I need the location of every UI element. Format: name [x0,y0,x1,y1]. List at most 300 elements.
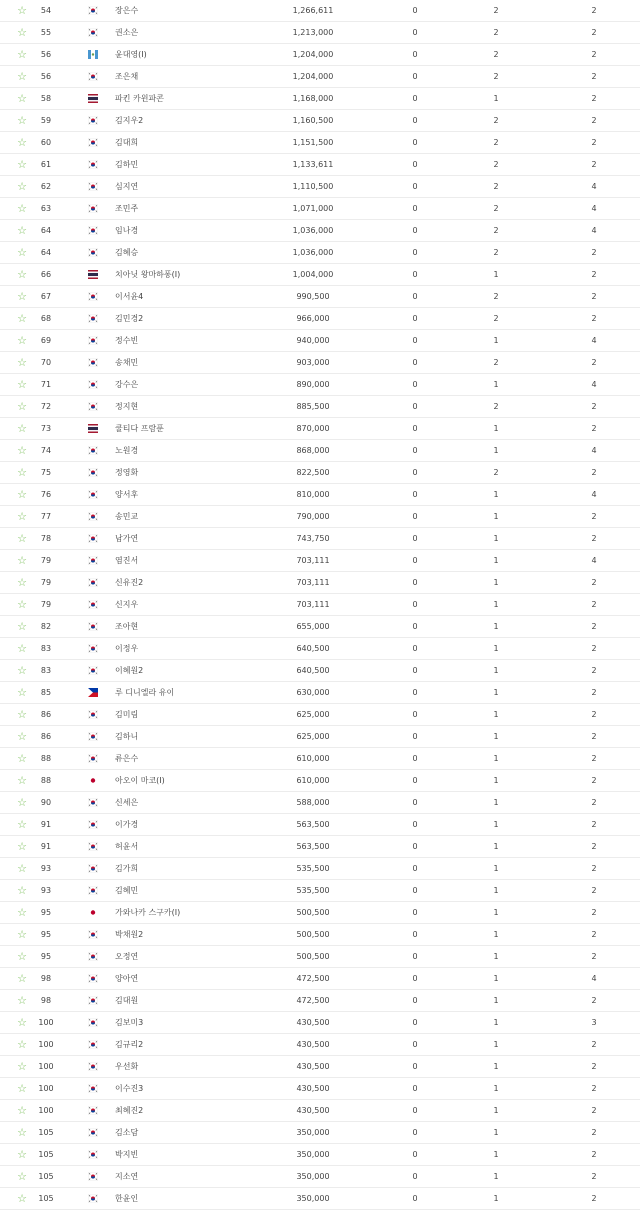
table-row [0,946,640,968]
player-name-link[interactable]: 박채원2 [115,930,144,939]
star-outline-icon[interactable]: ☆ [17,136,27,149]
player-name-link[interactable]: 쿨티다 프람푼 [115,424,164,433]
stat-cell-1: 0 [412,380,418,389]
south-korea-flag-icon [88,1106,98,1115]
star-outline-icon[interactable]: ☆ [17,686,27,699]
stat-cell-1: 0 [412,732,418,741]
rank-cell: 85 [40,688,52,697]
star-outline-icon[interactable]: ☆ [17,4,27,17]
points-cell: 500,500 [296,952,330,961]
south-korea-flag-icon [88,358,98,367]
rank-cell: 68 [40,314,52,323]
points-cell: 430,500 [296,1106,330,1115]
stat-cell-1: 0 [412,1106,418,1115]
points-cell: 430,500 [296,1040,330,1049]
stat-cell-2: 1 [493,94,499,103]
star-outline-icon[interactable]: ☆ [17,972,27,985]
rank-cell: 66 [40,270,52,279]
table-row [0,242,640,264]
player-name-link[interactable]: 김혜민 [115,886,139,895]
points-cell: 1,168,000 [292,94,334,103]
stat-cell-3: 2 [591,952,597,961]
rank-cell: 90 [40,798,52,807]
table-row [0,132,640,154]
stat-cell-3: 2 [591,534,597,543]
south-korea-flag-icon [88,1062,98,1071]
stat-cell-1: 0 [412,600,418,609]
player-name-link[interactable]: 허윤서 [115,842,139,851]
star-outline-icon[interactable]: ☆ [17,422,27,435]
player-name-link[interactable]: 정영화 [115,468,139,477]
stat-cell-3: 2 [591,1172,597,1181]
points-cell: 472,500 [296,974,330,983]
points-cell: 1,036,000 [292,248,334,257]
star-outline-icon[interactable]: ☆ [17,246,27,259]
player-name-link[interactable]: 김대희 [115,138,139,147]
player-name-link[interactable]: 강수은 [115,380,139,389]
south-korea-flag-icon [88,182,98,191]
star-outline-icon[interactable]: ☆ [17,1082,27,1095]
player-name-link[interactable]: 김소담 [115,1128,139,1137]
stat-cell-1: 0 [412,1018,418,1027]
south-korea-flag-icon [88,600,98,609]
star-outline-icon[interactable]: ☆ [17,400,27,413]
stat-cell-2: 1 [493,644,499,653]
stat-cell-1: 0 [412,556,418,565]
star-outline-icon[interactable]: ☆ [17,752,27,765]
stat-cell-3: 4 [591,974,597,983]
stat-cell-2: 1 [493,336,499,345]
japan-flag-icon [88,908,98,917]
stat-cell-3: 2 [591,6,597,15]
stat-cell-2: 1 [493,512,499,521]
player-name-link[interactable]: 신세은 [115,798,139,807]
stat-cell-3: 4 [591,204,597,213]
star-outline-icon[interactable]: ☆ [17,928,27,941]
star-outline-icon[interactable]: ☆ [17,598,27,611]
player-name-link[interactable]: 송채민 [115,358,139,367]
south-korea-flag-icon [88,204,98,213]
rank-cell: 91 [40,842,52,851]
south-korea-flag-icon [88,1150,98,1159]
star-outline-icon[interactable]: ☆ [17,796,27,809]
table-row [0,616,640,638]
star-outline-icon[interactable]: ☆ [17,1126,27,1139]
rank-cell: 69 [40,336,52,345]
stat-cell-1: 0 [412,402,418,411]
rank-cell: 60 [40,138,52,147]
player-name-link[interactable]: 이가경 [115,820,139,829]
star-outline-icon[interactable]: ☆ [17,1104,27,1117]
star-outline-icon[interactable]: ☆ [17,708,27,721]
star-outline-icon[interactable]: ☆ [17,1038,27,1051]
player-name-link[interactable]: 김대원 [115,996,139,1005]
player-name-link[interactable]: 김규리2 [115,1040,144,1049]
stat-cell-3: 2 [591,468,597,477]
points-cell: 903,000 [296,358,330,367]
star-outline-icon[interactable]: ☆ [17,180,27,193]
star-outline-icon[interactable]: ☆ [17,884,27,897]
star-outline-icon[interactable]: ☆ [17,70,27,83]
stat-cell-3: 2 [591,1128,597,1137]
star-outline-icon[interactable]: ☆ [17,466,27,479]
points-cell: 822,500 [296,468,330,477]
rank-cell: 93 [40,864,52,873]
star-outline-icon[interactable]: ☆ [17,1192,27,1205]
table-row [0,44,640,66]
points-cell: 990,500 [296,292,330,301]
stat-cell-1: 0 [412,512,418,521]
stat-cell-2: 1 [493,556,499,565]
south-korea-flag-icon [88,1128,98,1137]
star-outline-icon[interactable]: ☆ [17,576,27,589]
player-name-link[interactable]: 오정연 [115,952,139,961]
table-row [0,1078,640,1100]
star-outline-icon[interactable]: ☆ [17,554,27,567]
player-name-link[interactable]: 우선화 [115,1062,139,1071]
star-outline-icon[interactable]: ☆ [17,994,27,1007]
points-cell: 885,500 [296,402,330,411]
table-row [0,176,640,198]
table-row [0,484,640,506]
stat-cell-3: 3 [591,1018,597,1027]
player-name-link[interactable]: 조은채 [115,72,139,81]
stat-cell-1: 0 [412,1084,418,1093]
points-cell: 500,500 [296,930,330,939]
points-cell: 1,110,500 [292,182,334,191]
player-name-link[interactable]: 정지현 [115,402,139,411]
table-row [0,704,640,726]
south-korea-flag-icon [88,1018,98,1027]
south-korea-flag-icon [88,292,98,301]
table-row [0,880,640,902]
stat-cell-3: 4 [591,446,597,455]
stat-cell-1: 0 [412,1194,418,1203]
player-name-link[interactable]: 치아닛 왕마하퐁(I) [115,270,181,279]
star-outline-icon[interactable]: ☆ [17,1148,27,1161]
stat-cell-2: 2 [493,28,499,37]
rank-cell: 77 [40,512,52,521]
south-korea-flag-icon [88,1194,98,1203]
stat-cell-1: 0 [412,820,418,829]
player-name-link[interactable]: 이혜원2 [115,666,144,675]
player-name-link[interactable]: 아오이 마코(I) [115,776,165,785]
stat-cell-3: 2 [591,666,597,675]
stat-cell-3: 4 [591,490,597,499]
rank-cell: 56 [40,50,52,59]
rank-cell: 61 [40,160,52,169]
stat-cell-2: 1 [493,1194,499,1203]
star-outline-icon[interactable]: ☆ [17,840,27,853]
stat-cell-1: 0 [412,996,418,1005]
rank-cell: 54 [40,6,52,15]
star-outline-icon[interactable]: ☆ [17,818,27,831]
rank-cell: 64 [40,226,52,235]
stat-cell-2: 1 [493,710,499,719]
player-name-link[interactable]: 이수진3 [115,1084,144,1093]
stat-cell-1: 0 [412,666,418,675]
rank-cell: 100 [38,1018,54,1027]
stat-cell-1: 0 [412,578,418,587]
south-korea-flag-icon [88,1040,98,1049]
points-cell: 500,500 [296,908,330,917]
stat-cell-3: 2 [591,116,597,125]
stat-cell-2: 2 [493,248,499,257]
rank-cell: 67 [40,292,52,301]
stat-cell-2: 1 [493,666,499,675]
south-korea-flag-icon [88,226,98,235]
stat-cell-2: 1 [493,864,499,873]
points-cell: 966,000 [296,314,330,323]
stat-cell-2: 1 [493,270,499,279]
stat-cell-3: 2 [591,1062,597,1071]
player-name-link[interactable]: 파킨 카윈파콘 [115,94,164,103]
south-korea-flag-icon [88,754,98,763]
table-row [0,110,640,132]
south-korea-flag-icon [88,930,98,939]
star-outline-icon[interactable]: ☆ [17,114,27,127]
stat-cell-1: 0 [412,886,418,895]
stat-cell-1: 0 [412,160,418,169]
stat-cell-1: 0 [412,952,418,961]
stat-cell-1: 0 [412,1062,418,1071]
table-row [0,968,640,990]
points-cell: 870,000 [296,424,330,433]
thailand-flag-icon [88,94,98,103]
star-outline-icon[interactable]: ☆ [17,620,27,633]
points-cell: 790,000 [296,512,330,521]
stat-cell-1: 0 [412,688,418,697]
player-name-link[interactable]: 한윤인 [115,1194,139,1203]
player-name-link[interactable]: 루 디니엘라 유이 [115,688,175,697]
player-name-link[interactable]: 양서후 [115,490,139,499]
player-name-link[interactable]: 정수빈 [115,336,139,345]
stat-cell-1: 0 [412,182,418,191]
star-outline-icon[interactable]: ☆ [17,1170,27,1183]
player-name-link[interactable]: 김가희 [115,864,139,873]
star-outline-icon[interactable]: ☆ [17,444,27,457]
stat-cell-2: 1 [493,820,499,829]
stat-cell-3: 2 [591,248,597,257]
rank-cell: 72 [40,402,52,411]
south-korea-flag-icon [88,534,98,543]
south-korea-flag-icon [88,490,98,499]
player-name-link[interactable]: 양아연 [115,974,139,983]
stat-cell-1: 0 [412,622,418,631]
points-cell: 625,000 [296,710,330,719]
star-outline-icon[interactable]: ☆ [17,26,27,39]
south-korea-flag-icon [88,864,98,873]
star-outline-icon[interactable]: ☆ [17,268,27,281]
stat-cell-2: 1 [493,1084,499,1093]
stat-cell-1: 0 [412,1040,418,1049]
stat-cell-3: 4 [591,226,597,235]
star-outline-icon[interactable]: ☆ [17,862,27,875]
points-cell: 430,500 [296,1084,330,1093]
player-name-link[interactable]: 가와나카 스구카(I) [115,908,181,917]
rank-cell: 100 [38,1062,54,1071]
star-outline-icon[interactable]: ☆ [17,642,27,655]
stat-cell-2: 1 [493,1128,499,1137]
table-row [0,220,640,242]
points-cell: 535,500 [296,864,330,873]
points-cell: 743,750 [296,534,330,543]
south-korea-flag-icon [88,468,98,477]
player-name-link[interactable]: 노원경 [115,446,139,455]
stat-cell-3: 2 [591,930,597,939]
stat-cell-3: 2 [591,512,597,521]
star-outline-icon[interactable]: ☆ [17,334,27,347]
star-outline-icon[interactable]: ☆ [17,92,27,105]
stat-cell-3: 2 [591,1150,597,1159]
stat-cell-2: 1 [493,754,499,763]
star-outline-icon[interactable]: ☆ [17,906,27,919]
thailand-flag-icon [88,270,98,279]
stat-cell-3: 2 [591,732,597,741]
stat-cell-3: 4 [591,556,597,565]
points-cell: 1,151,500 [292,138,334,147]
table-row [0,528,640,550]
player-name-link[interactable]: 권소은 [115,28,139,37]
stat-cell-2: 2 [493,292,499,301]
stat-cell-2: 2 [493,160,499,169]
stat-cell-2: 2 [493,182,499,191]
star-outline-icon[interactable]: ☆ [17,224,27,237]
star-outline-icon[interactable]: ☆ [17,290,27,303]
star-outline-icon[interactable]: ☆ [17,1060,27,1073]
stat-cell-1: 0 [412,1172,418,1181]
player-name-link[interactable]: 박지빈 [115,1150,139,1159]
table-row [0,638,640,660]
player-name-link[interactable]: 조아현 [115,622,139,631]
table-row [0,902,640,924]
guatemala-flag-icon [88,50,98,59]
table-row [0,660,640,682]
south-korea-flag-icon [88,160,98,169]
star-outline-icon[interactable]: ☆ [17,378,27,391]
table-row [0,1056,640,1078]
player-name-link[interactable]: 이정우 [115,644,139,653]
player-name-link[interactable]: 남가연 [115,534,139,543]
star-outline-icon[interactable]: ☆ [17,356,27,369]
rank-cell: 74 [40,446,52,455]
points-cell: 350,000 [296,1194,330,1203]
table-row [0,836,640,858]
player-name-link[interactable]: 류은수 [115,754,139,763]
stat-cell-1: 0 [412,6,418,15]
star-outline-icon[interactable]: ☆ [17,488,27,501]
player-name-link[interactable]: 신지우 [115,600,139,609]
player-name-link[interactable]: 윤대영(I) [115,50,147,59]
player-name-link[interactable]: 김미림 [115,710,139,719]
table-row [0,770,640,792]
star-outline-icon[interactable]: ☆ [17,730,27,743]
rank-cell: 86 [40,732,52,741]
south-korea-flag-icon [88,512,98,521]
table-row [0,198,640,220]
player-name-link[interactable]: 임나경 [115,226,139,235]
player-name-link[interactable]: 이서윤4 [115,292,144,301]
star-outline-icon[interactable]: ☆ [17,664,27,677]
table-row [0,264,640,286]
stat-cell-1: 0 [412,138,418,147]
player-name-link[interactable]: 심지연 [115,182,139,191]
stat-cell-2: 1 [493,952,499,961]
stat-cell-3: 2 [591,72,597,81]
stat-cell-3: 2 [591,1194,597,1203]
stat-cell-2: 2 [493,72,499,81]
star-outline-icon[interactable]: ☆ [17,1016,27,1029]
stat-cell-2: 1 [493,974,499,983]
rank-cell: 100 [38,1106,54,1115]
player-name-link[interactable]: 조민주 [115,204,139,213]
south-korea-flag-icon [88,402,98,411]
player-name-link[interactable]: 김혜승 [115,248,139,257]
stat-cell-2: 1 [493,578,499,587]
star-outline-icon[interactable]: ☆ [17,202,27,215]
south-korea-flag-icon [88,842,98,851]
rank-cell: 59 [40,116,52,125]
points-cell: 640,500 [296,644,330,653]
south-korea-flag-icon [88,996,98,1005]
player-name-link[interactable]: 김하민 [115,160,139,169]
table-row [0,88,640,110]
stat-cell-2: 1 [493,688,499,697]
star-outline-icon[interactable]: ☆ [17,158,27,171]
table-row [0,308,640,330]
points-cell: 1,036,000 [292,226,334,235]
rank-cell: 95 [40,930,52,939]
star-outline-icon[interactable]: ☆ [17,950,27,963]
star-outline-icon[interactable]: ☆ [17,532,27,545]
table-row [0,1100,640,1122]
stat-cell-2: 2 [493,204,499,213]
rank-cell: 62 [40,182,52,191]
rank-cell: 70 [40,358,52,367]
star-outline-icon[interactable]: ☆ [17,48,27,61]
player-name-link[interactable]: 송민교 [115,512,139,521]
table-row [0,22,640,44]
table-row [0,726,640,748]
star-outline-icon[interactable]: ☆ [17,774,27,787]
star-outline-icon[interactable]: ☆ [17,312,27,325]
stat-cell-2: 1 [493,424,499,433]
star-outline-icon[interactable]: ☆ [17,510,27,523]
player-name-link[interactable]: 김민경2 [115,314,144,323]
japan-flag-icon [88,776,98,785]
stat-cell-2: 1 [493,930,499,939]
table-row [0,506,640,528]
player-name-link[interactable]: 최혜진2 [115,1106,144,1115]
player-name-link[interactable]: 지소연 [115,1172,139,1181]
south-korea-flag-icon [88,952,98,961]
stat-cell-1: 0 [412,446,418,455]
player-name-link[interactable]: 신유진2 [115,578,144,587]
south-korea-flag-icon [88,820,98,829]
stat-cell-3: 2 [591,358,597,367]
table-row [0,990,640,1012]
player-name-link[interactable]: 김하니 [115,732,139,741]
player-name-link[interactable]: 장은수 [115,6,139,15]
player-name-link[interactable]: 염진서 [115,556,139,565]
player-name-link[interactable]: 김지우2 [115,116,144,125]
player-name-link[interactable]: 김보미3 [115,1018,144,1027]
points-cell: 1,204,000 [292,50,334,59]
stat-cell-3: 2 [591,1106,597,1115]
table-row [0,1144,640,1166]
stat-cell-3: 2 [591,94,597,103]
stat-cell-2: 1 [493,446,499,455]
